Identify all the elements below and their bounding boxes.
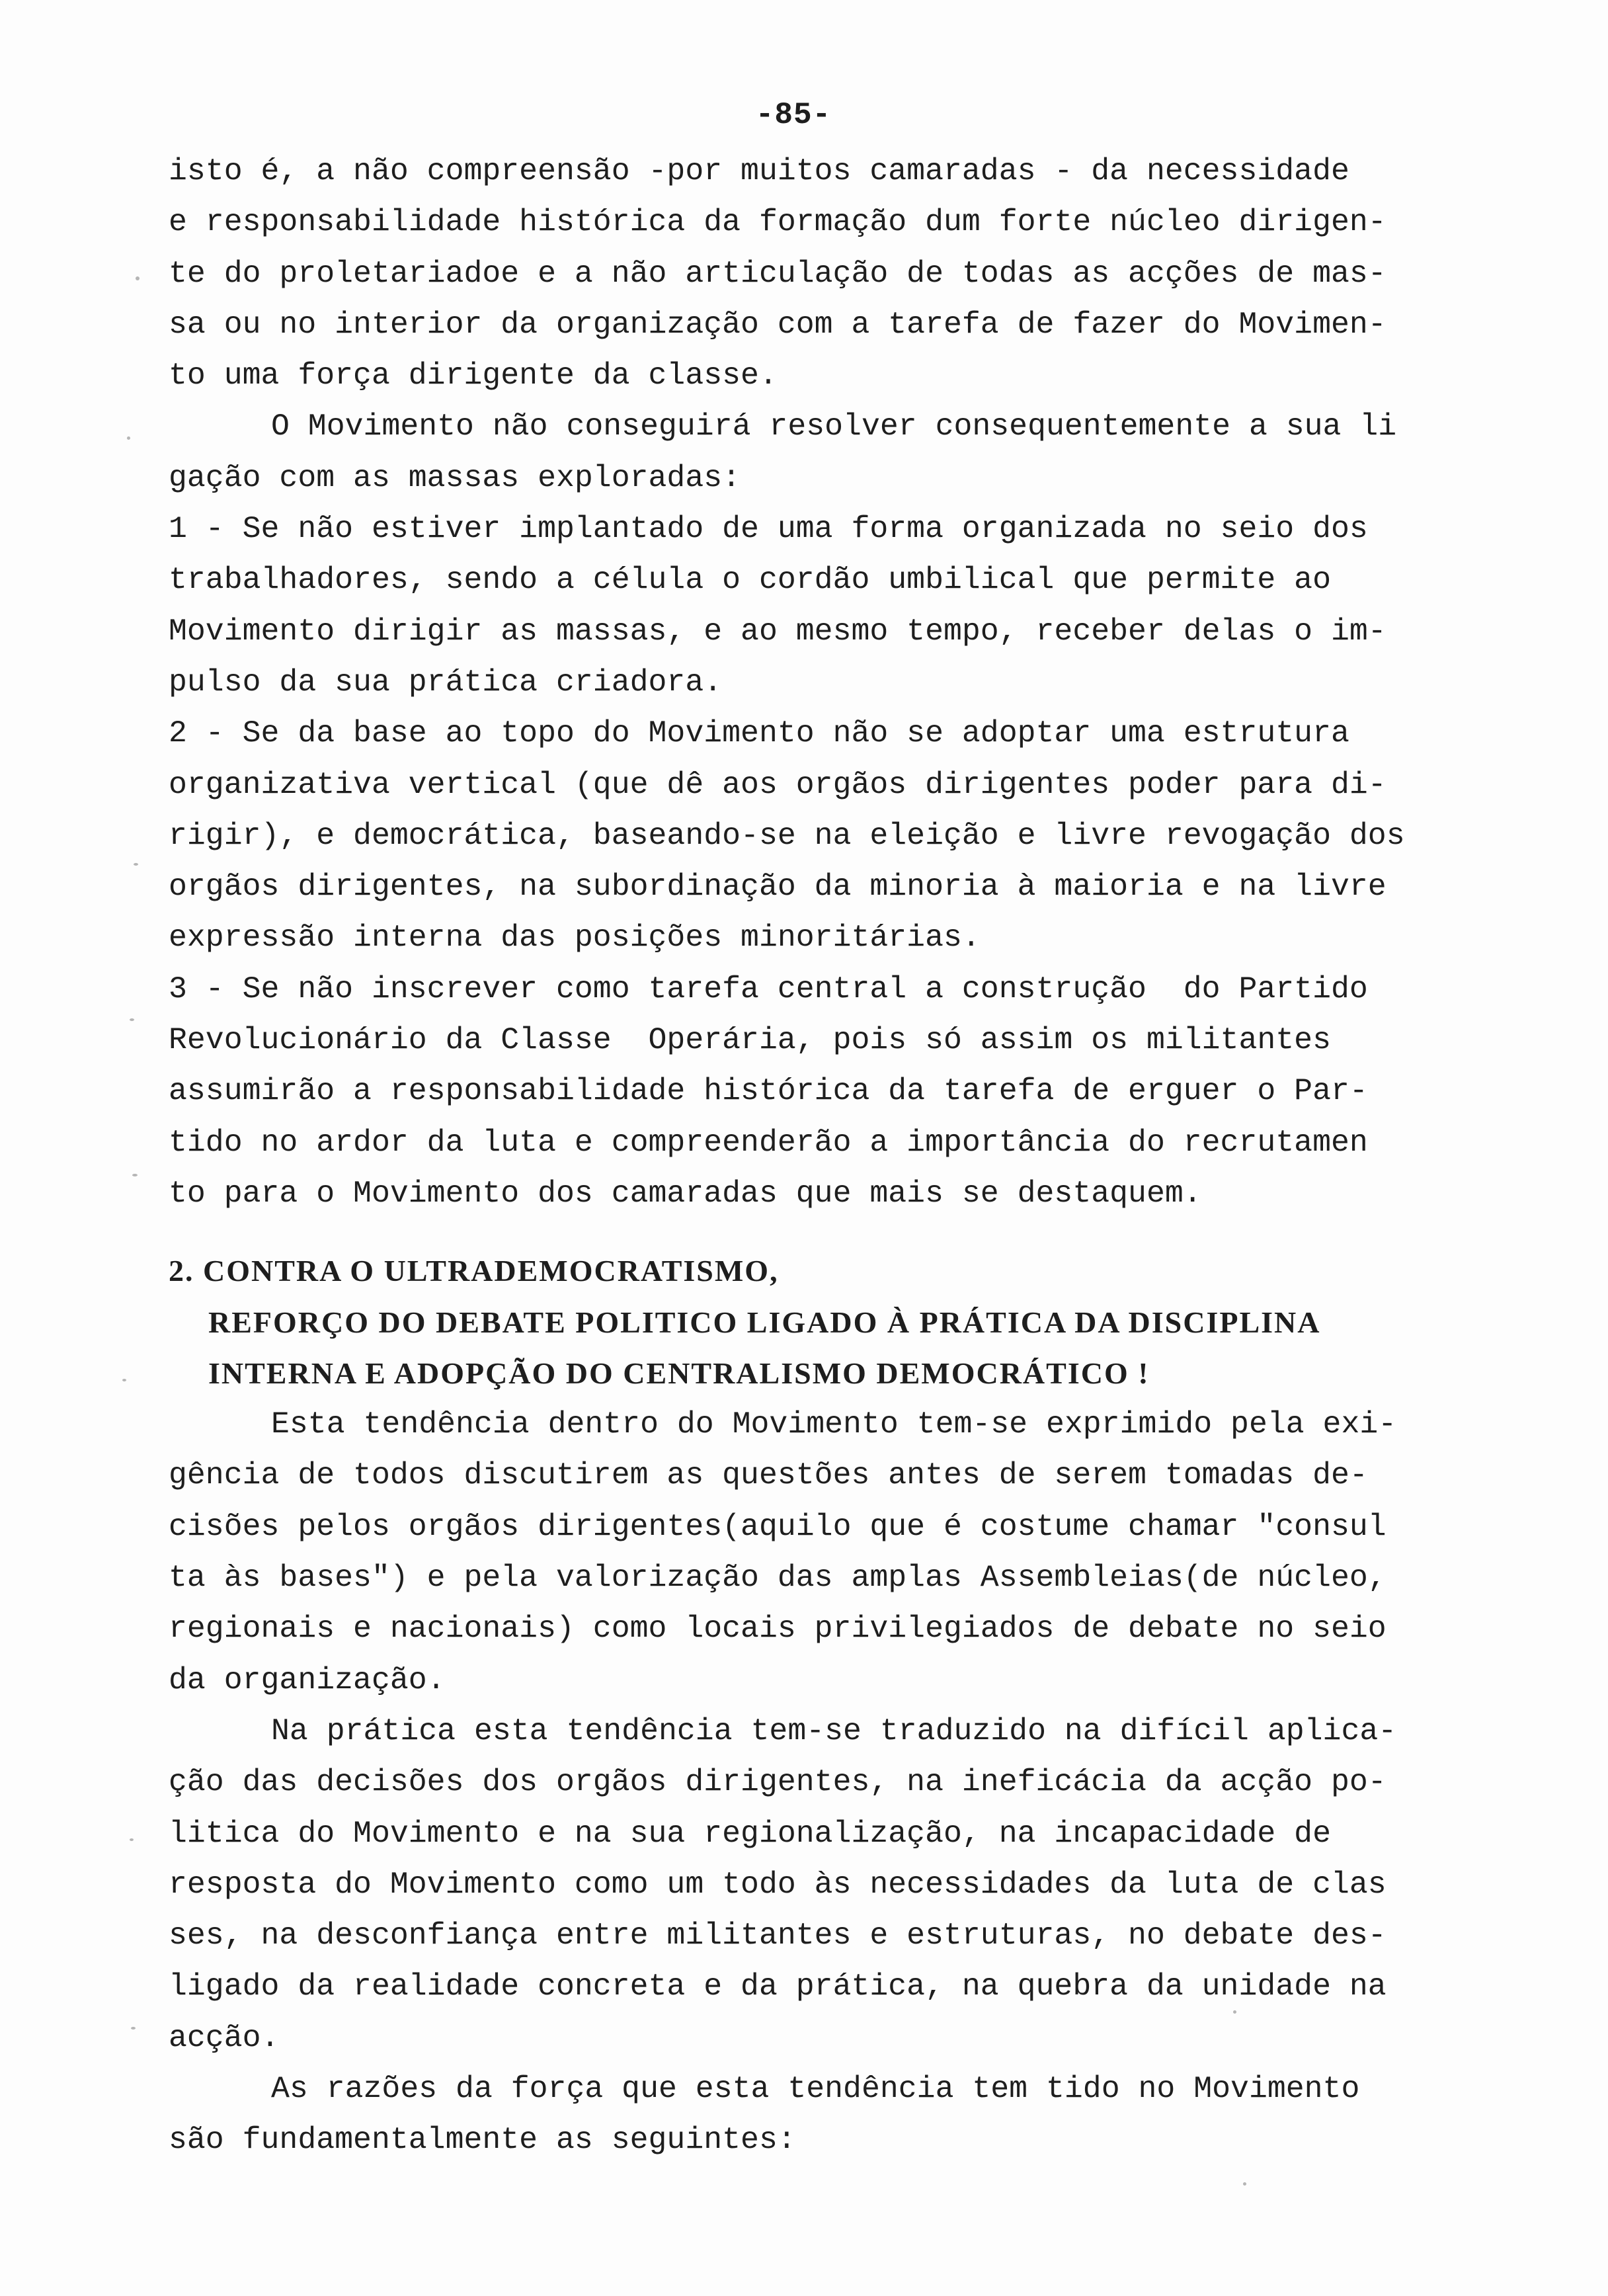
scan-artifact <box>1243 2182 1246 2186</box>
list-item-line: pulso da sua prática criadora. <box>169 664 723 700</box>
list-item-line: trabalhadores, sendo a célula o cordão umbilical que permite ao <box>169 562 1331 598</box>
list-item-line: Movimento dirigir as massas, e ao mesmo tempo, receber delas o im- <box>169 613 1387 649</box>
scan-artifact <box>130 1018 134 1021</box>
scan-artifact <box>132 1174 138 1176</box>
list-item-line: rigir), e democrática, baseando-se na eleição e livre revogação dos <box>169 817 1405 853</box>
text-line: isto é, a não compreensão -por muitos camaradas - da necessidade <box>169 153 1349 188</box>
section-heading: INTERNA E ADOPÇÃO DO CENTRALISMO DEMOCRÁTICO ! <box>208 1356 1150 1390</box>
list-item-line: to para o Movimento dos camaradas que mais se destaquem. <box>169 1175 1202 1211</box>
text-line: sa ou no interior da organização com a tarefa de fazer do Movimen- <box>169 306 1387 342</box>
text-line: to uma força dirigente da classe. <box>169 358 778 393</box>
text-line: da organização. <box>169 1662 446 1698</box>
list-item-line: tido no ardor da luta e compreenderão a importância do recrutamen <box>169 1124 1368 1160</box>
list-item-line: Revolucionário da Classe Operária, pois só assim os militantes <box>169 1022 1331 1058</box>
text-line: regionais e nacionais) como locais privilegiados de debate no seio <box>169 1611 1387 1647</box>
section-gap <box>169 1219 1531 1245</box>
list-item-line: 1 - Se não estiver implantado de uma forma organizada no seio dos <box>169 511 1368 547</box>
text-line: ligado da realidade concreta e da prática, na quebra da unidade na <box>169 1969 1387 2004</box>
scan-artifact <box>1233 2010 1236 2014</box>
scan-artifact <box>134 863 138 866</box>
text-line: gência de todos discutirem as questões antes de serem tomadas de- <box>169 1457 1368 1493</box>
text-line: resposta do Movimento como um todo às necessidades da luta de clas <box>169 1866 1387 1902</box>
text-line: ses, na desconfiança entre militantes e estruturas, no debate des- <box>169 1918 1387 1953</box>
list-item-line: 3 - Se não inscrever como tarefa central a construção do Partido <box>169 971 1368 1006</box>
text-line: ção das decisões dos orgãos dirigentes, na ineficácia da acção po- <box>169 1764 1387 1800</box>
text-line: e responsabilidade histórica da formação dum forte núcleo dirigen- <box>169 204 1387 240</box>
list-item-line: orgãos dirigentes, na subordinação da minoria à maioria e na livre <box>169 869 1387 905</box>
section-heading: 2. CONTRA O ULTRADEMOCRATISMO, <box>169 1254 779 1288</box>
page-body <box>169 145 1531 2166</box>
text-line: cisões pelos orgãos dirigentes(aquilo que é costume chamar "consul <box>169 1508 1387 1544</box>
scan-artifact <box>122 1379 126 1381</box>
text-line: Na prática esta tendência tem-se traduzido na difícil aplica- <box>271 1713 1397 1748</box>
section-heading: REFORÇO DO DEBATE POLITICO LIGADO À PRÁTICA DA DISCIPLINA <box>208 1305 1321 1339</box>
list-item-line: assumirão a responsabilidade histórica da tarefa de erguer o Par- <box>169 1073 1368 1109</box>
list-item-line: 2 - Se da base ao topo do Movimento não se adoptar uma estrutura <box>169 716 1349 751</box>
text-line: te do proletariadoe e a não articulação de todas as acções de mas- <box>169 255 1387 291</box>
text-line: acção. <box>169 2020 280 2055</box>
scan-artifact <box>136 276 140 280</box>
scan-artifact <box>130 1838 134 1841</box>
text-line: são fundamentalmente as seguintes: <box>169 2122 796 2158</box>
scan-artifact <box>131 2027 136 2030</box>
list-item-line: expressão interna das posições minoritárias. <box>169 920 981 956</box>
text-line: Esta tendência dentro do Movimento tem-se exprimido pela exi- <box>271 1407 1397 1442</box>
text-line: ta às bases") e pela valorização das amplas Assembleias(de núcleo, <box>169 1560 1387 1596</box>
text-line: gação com as massas exploradas: <box>169 460 741 495</box>
list-item-line: organizativa vertical (que dê aos orgãos dirigentes poder para di- <box>169 766 1387 802</box>
scan-artifact <box>127 436 130 440</box>
text-line: As razões da força que esta tendência tem tido no Movimento <box>271 2070 1360 2106</box>
text-line: litica do Movimento e na sua regionalização, na incapacidade de <box>169 1815 1331 1851</box>
text-line: O Movimento não conseguirá resolver consequentemente a sua li <box>271 409 1397 444</box>
page-number: -85- <box>755 98 832 132</box>
